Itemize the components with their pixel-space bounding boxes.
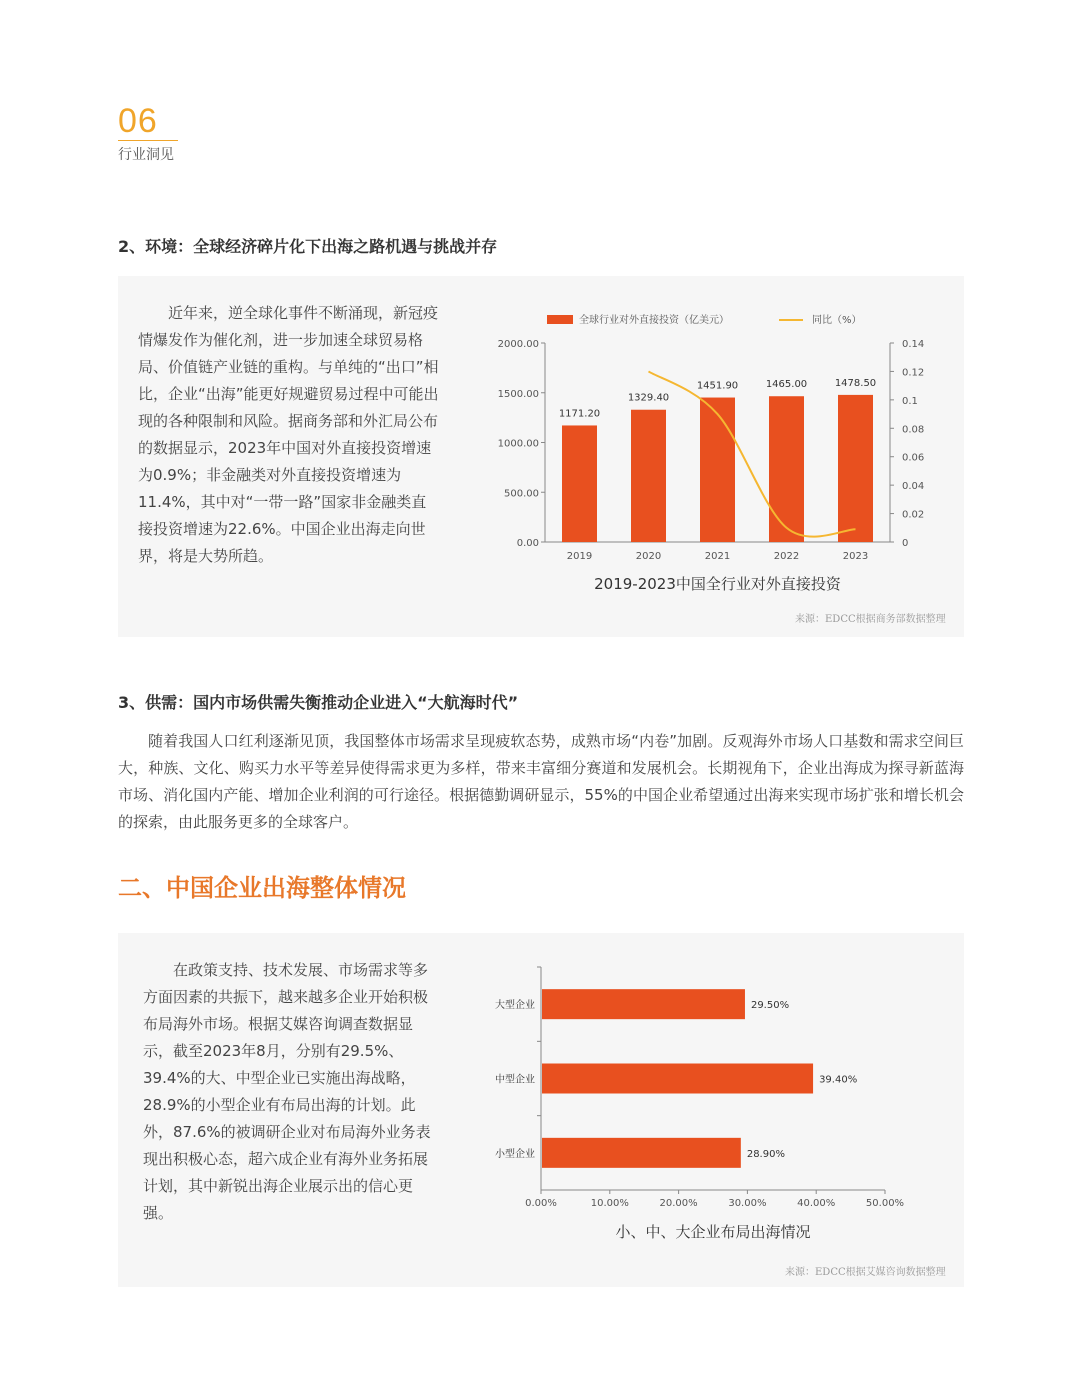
bar-0: [542, 989, 745, 1019]
y-tick-label-left: 0.00: [516, 538, 539, 549]
y-tick-label-right: 0.06: [902, 452, 925, 464]
bar-2022: [769, 396, 804, 542]
x-tick-label: 0.00%: [525, 1198, 557, 1209]
section-label: 行业洞见: [118, 147, 174, 163]
bar-2: [542, 1138, 741, 1168]
bar-label-2021: 1451.90: [696, 380, 739, 392]
y-tick-label-left: 1000.00: [497, 438, 539, 450]
sec2-paragraph: 近年来，逆全球化事件不断涌现，新冠疫情爆发作为催化剂，进一步加速全球贸易格局、价值链产业链的重构。与单纯的“出口”相比，企业“出海”能更好规避贸易过程中可能出现的各种限制和风险。据商务部和外汇局公布的数据显示，2023年中国对外直接投资增速为0.9%；非金融类对外直接投资增速为11.4%，其中对“一带一路”国家非金融类直接投资增速为22.6%。中国企业出海走向世界，将是大势所趋。: [138, 304, 439, 565]
bar-2019: [562, 425, 597, 542]
x-tick-label: 2022: [773, 551, 800, 562]
y-tick-label-left: 500.00: [504, 488, 539, 500]
page-number-underline: [118, 140, 178, 141]
bar-value-label: 39.40%: [819, 1074, 858, 1086]
bar-2023: [838, 395, 873, 542]
y-tick-label-right: 0.1: [902, 395, 918, 407]
y-tick-label-right: 0.08: [902, 424, 925, 436]
x-tick-label: 2019: [566, 551, 593, 562]
bar-value-label: 29.50%: [750, 1000, 790, 1012]
y-tick-label-right: 0.02: [902, 509, 925, 521]
bar-value-label: 28.90%: [746, 1148, 785, 1160]
x-tick-label: 2021: [704, 551, 731, 562]
y-tick-label-left: 1500.00: [497, 388, 539, 400]
x-tick-label: 40.00%: [797, 1198, 836, 1209]
category-label: 中型企业: [495, 1074, 535, 1086]
x-tick-label: 50.00%: [865, 1198, 905, 1209]
x-tick-label: 2020: [635, 551, 662, 562]
enterprise-chart: [470, 955, 950, 1255]
chart-title: 小、中、大企业布局出海情况: [615, 1223, 811, 1241]
bar-2020: [631, 410, 666, 542]
y-tick-label-right: 0: [902, 538, 909, 549]
bar-label-2022: 1465.00: [765, 379, 808, 391]
part2-source: 来源：EDCC根据艾媒咨询数据整理: [785, 1267, 946, 1278]
chart-title: 2019-2023中国全行业对外直接投资: [594, 575, 841, 593]
bar-label-2020: 1329.40: [627, 392, 670, 404]
y-tick-label-right: 0.04: [902, 481, 925, 493]
legend-label-line: 同比（%）: [812, 315, 862, 326]
y-tick-label-right: 0.14: [902, 339, 925, 350]
y-tick-label-right: 0.12: [902, 367, 925, 379]
x-tick-label: 10.00%: [590, 1198, 629, 1209]
part2-heading: 二、中国企业出海整体情况: [118, 874, 406, 902]
yoy-line: [649, 371, 856, 536]
category-label: 大型企业: [495, 1000, 535, 1012]
bar-label-2023: 1478.50: [834, 377, 877, 389]
sec3-heading: 3、供需：国内市场供需失衡推动企业进入“大航海时代”: [118, 693, 519, 712]
sec2-heading: 2、环境：全球经济碎片化下出海之路机遇与挑战并存: [118, 237, 498, 256]
investment-chart: [470, 300, 950, 600]
legend-label-bars: 全球行业对外直接投资（亿美元）: [579, 315, 729, 326]
bar-label-2019: 1171.20: [558, 408, 601, 420]
bar-2021: [700, 398, 735, 542]
bar-1: [542, 1064, 813, 1094]
sec3-paragraph: 随着我国人口红利逐渐见顶，我国整体市场需求呈现疲软态势，成熟市场“内卷”加剧。反观海外市场人口基数和需求空间巨大，种族、文化、购买力水平等差异使得需求更为多样，带来丰富细分赛道和发展机会。长期视角下，企业出海成为探寻新蓝海市场、消化国内产能、增加企业利润的可行途径。根据德勤调研显示，55%的中国企业希望通过出海来实现市场扩张和增长机会的探索，由此服务更多的全球客户。: [118, 732, 964, 831]
sec2-source: 来源：EDCC根据商务部数据整理: [795, 614, 946, 625]
x-tick-label: 20.00%: [659, 1198, 698, 1209]
x-tick-label: 30.00%: [728, 1198, 767, 1209]
y-tick-label-left: 2000.00: [497, 339, 539, 350]
page-number: 06: [118, 102, 158, 140]
legend-swatch-bars: [547, 315, 573, 324]
category-label: 小型企业: [495, 1148, 535, 1160]
x-tick-label: 2023: [842, 551, 869, 562]
part2-paragraph: 在政策支持、技术发展、市场需求等多方面因素的共振下，越来越多企业开始积极布局海外市场。根据艾媒咨询调查数据显示，截至2023年8月，分别有29.5%、39.4%的大、中型企业已实施出海战略，28.9%的小型企业有布局出海的计划。此外，87.6%的被调研企业对布局海外业务表现出积极心态，超六成企业有海外业务拓展计划，其中新锐出海企业展示出的信心更强。: [143, 961, 431, 1222]
